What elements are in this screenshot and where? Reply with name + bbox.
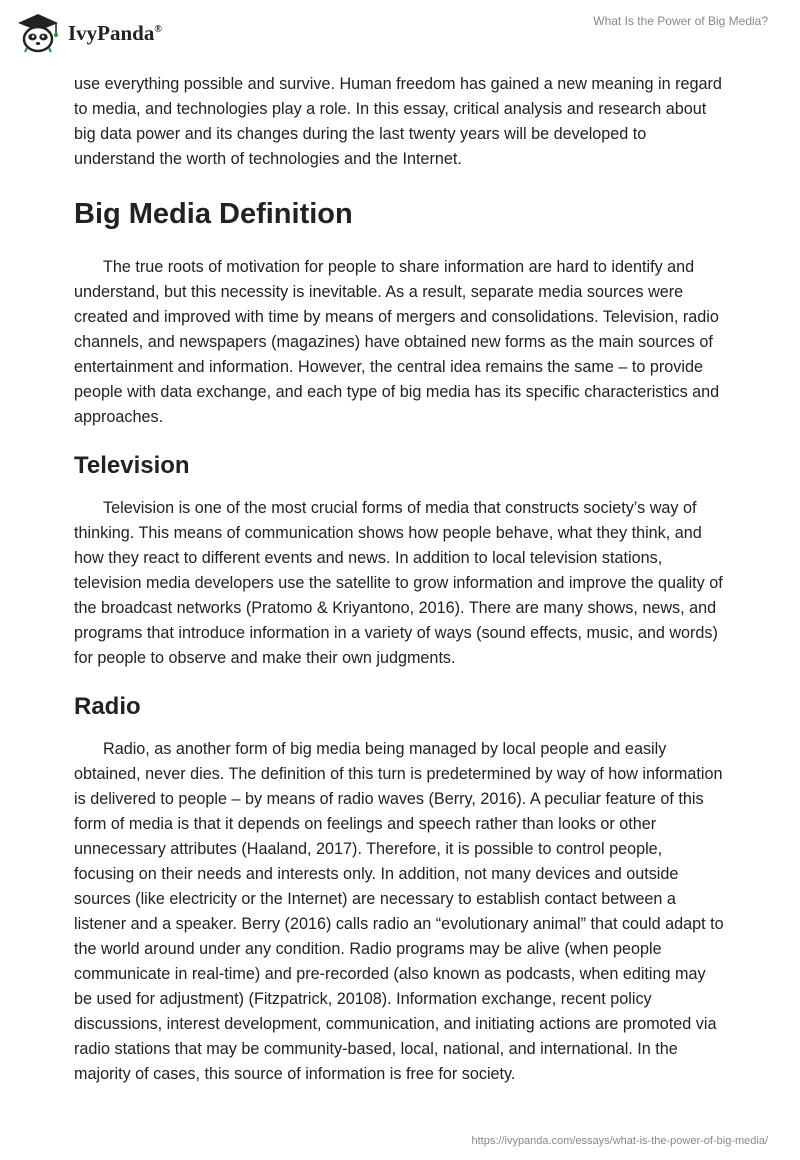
brand-name: IvyPanda®	[68, 20, 162, 45]
heading-big-media-definition: Big Media Definition	[74, 198, 353, 230]
definition-paragraph: The true roots of motivation for people to share information are hard to identify and understand, but this necessity is inevitable. As a result, separate media sources were created and improved with time by means of mergers and consolidations. Television, radio channels, and newspapers (magazines) have obtained new forms as the main sources of entertainment and information. However, the central idea remains the same – to provide people with data exchange, and each type of big media has its specific characteristics and approaches.	[74, 258, 720, 426]
page-header	[0, 0, 800, 64]
logo[interactable]	[14, 10, 162, 54]
document-title: What Is the Power of Big Media?	[593, 14, 768, 28]
television-paragraph: Television is one of the most crucial forms of media that constructs society’s way of thinking. This means of communication shows how people behave, what they think, and how they react to different events and news. In addition to local television stations, television media developers use the satellite to grow information and improve the quality of the broadcast networks (Pratomo & Kriyantono, 2016). There are many shows, news, and programs that introduce information in a variety of ways (sound effects, music, and words) for people to observe and make their own judgments.	[74, 499, 723, 667]
intro-paragraph: use everything possible and survive. Human freedom has gained a new meaning in regard to media, and technologies play a role. In this essay, critical analysis and research about big data power and its changes during the last twenty years will be developed to understand the worth of technologies and the Internet.	[74, 75, 722, 168]
footer-url[interactable]: https://ivypanda.com/essays/what-is-the-power-of-big-media/	[471, 1135, 768, 1147]
essay-content	[74, 72, 726, 1087]
heading-radio: Radio	[74, 693, 141, 720]
panda-logo-icon	[14, 10, 62, 54]
radio-paragraph: Radio, as another form of big media being managed by local people and easily obtained, never dies. The definition of this turn is predetermined by way of how information is delivered to people – by means of radio waves (Berry, 2016). A peculiar feature of this form of media is that it depends on feelings and speech rather than looks or other unnecessary attributes (Haaland, 2017). Therefore, it is possible to control people, focusing on their needs and interests only. In addition, not many devices and outside sources (like electricity or the Internet) are necessary to establish contact between a listener and a speaker. Berry (2016) calls radio an “evolutionary animal” that could adapt to the world around under any condition. Radio programs may be alive (when people communicate in real-time) and pre-recorded (also known as podcasts, when editing may be used for adjustment) (Fitzpatrick, 20108). Information exchange, recent policy discussions, interest development, communication, and initiating actions are promoted via radio stations that may be community-based, local, national, and international. In the majority of cases, this source of information is free for society.	[74, 740, 724, 1083]
heading-television: Television	[74, 452, 190, 479]
